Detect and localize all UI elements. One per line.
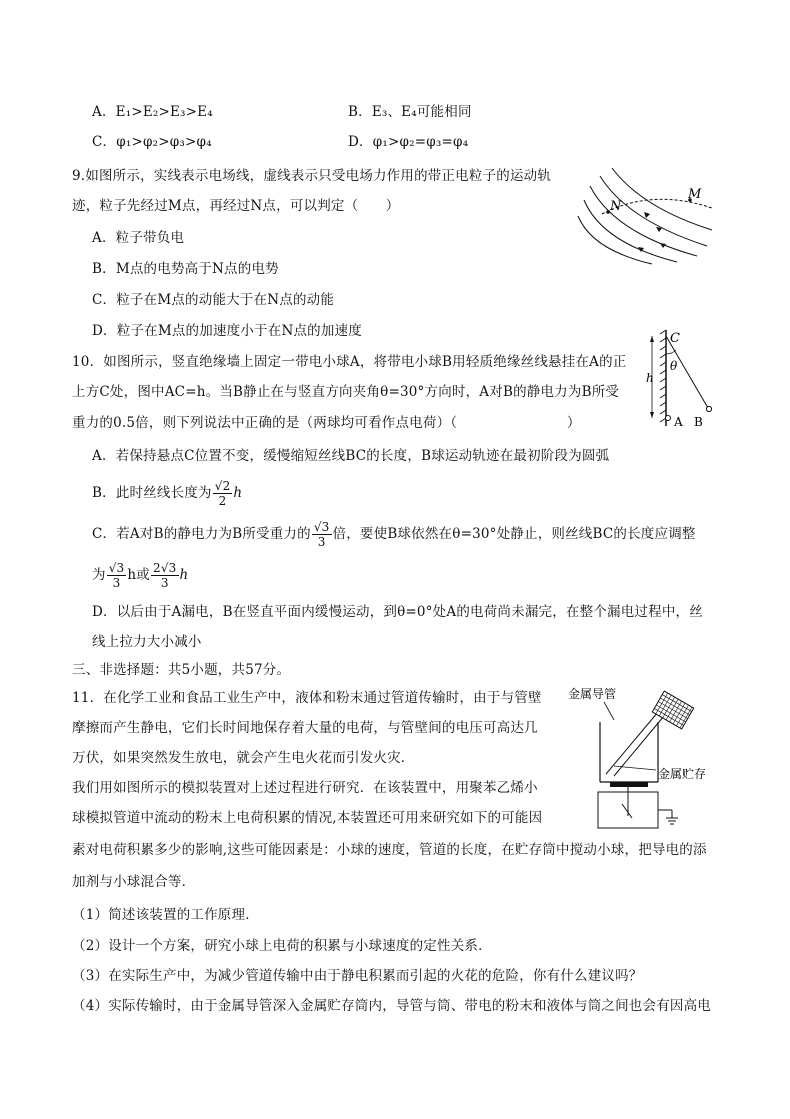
q10-option-c-line2 (92, 556, 188, 594)
q10-option-a: A．若保持悬点C位置不变，缓慢缩短丝线BC的长度，B球运动轨迹在最初阶段为圆弧 (92, 448, 610, 464)
q11-subquestion-3: （3）在实际生产中，为减少管道传输中由于静电积累而引起的火花的危险，你有什么建议吗？ (72, 968, 643, 984)
q10-option-b-numerator: √2 (214, 479, 231, 493)
q11-para-line2: 摩擦而产生静电，它们长时间地保存着大量的电荷，与管壁间的电压可高达几 (72, 720, 538, 736)
q11-subquestion-2: （2）设计一个方案，研究小球上电荷的积累与小球速度的定性关系． (72, 938, 492, 954)
q9-label-m: M (688, 187, 702, 202)
q11-para-line7: 加剂与小球混合等． (72, 874, 196, 890)
q9-option-b: B．M点的电势高于N点的电势 (92, 261, 279, 277)
q10-stem-line2: 上方C处，图中AC=h。当B静止在与竖直方向夹角θ=30°方向时，A对B的静电力为B所受 (72, 384, 620, 400)
q10-option-c2-numerator2: 2√3 (153, 561, 177, 575)
section-3-heading: 三、非选择题：共5小题，共57分。 (72, 662, 291, 678)
q10-option-d-line1: D．以后由于A漏电，B在竖直平面内缓慢运动，到θ=0°处A的电荷尚未漏完，在整个漏电过程中，丝 (92, 604, 703, 620)
q10-option-c2-text: 为 (92, 567, 106, 583)
q10-label-theta: θ (670, 359, 678, 373)
q10-option-d-line2: 线上拉力大小减小 (92, 634, 202, 650)
q10-option-c2-fraction2 (151, 561, 179, 590)
q10-stem-line3: 重力的0.5倍，则下列说法中正确的是（两球均可看作点电荷）（ ） (72, 415, 581, 431)
q11-label-tank: 金属贮存 (658, 767, 707, 781)
q9-stem-line1: 9.如图所示，实线表示电场线，虚线表示只受电场力作用的带正电粒子的运动轨 (72, 168, 552, 184)
q10-label-a: A (674, 415, 683, 429)
q9-option-a: A．粒子带负电 (92, 230, 185, 246)
q9-stem-line2: 迹，粒子先经过M点，再经过N点，可以判定（ ） (72, 198, 400, 214)
q8-option-a: A．E₁>E₂>E₃>E₄ (92, 104, 213, 120)
q9-label-n: N (610, 199, 622, 214)
q10-option-c2-variable: h (179, 567, 189, 583)
q10-label-b: B (694, 415, 703, 429)
q10-wall-figure (642, 330, 722, 440)
q10-option-c-denominator: 3 (317, 535, 326, 549)
q10-option-c-text-after: 倍，要使B球依然在θ=30°处静止，则丝线BC的长度应调整 (332, 526, 696, 542)
q10-option-c2-numerator1: √3 (108, 561, 125, 575)
q11-para-line3: 万伏，如果突然发生放电，就会产生电火花而引发火灾． (72, 750, 415, 766)
q9-field-lines-figure (572, 158, 722, 258)
q10-option-c-fraction (312, 520, 332, 549)
q11-para-line5: 球模拟管道中流动的粉末上电荷积累的情况,本装置还可用来研究如下的可能因 (72, 810, 543, 826)
q10-option-c2-fraction1 (107, 561, 127, 590)
q11-label-pipe: 金属导管 (568, 687, 617, 701)
q11-subquestion-4: （4）实际传输时，由于金属导管深入金属贮存筒内，导管与筒、带电的粉末和液体与筒之间也会有因高电 (72, 998, 711, 1014)
q10-label-h: h (646, 371, 654, 385)
q10-option-b (92, 474, 242, 512)
q10-label-c: C (670, 331, 680, 346)
q11-para-line4: 我们用如图所示的模拟装置对上述过程进行研究．在该装置中，用聚苯乙烯小 (72, 780, 538, 796)
q8-option-c: C．φ₁>φ₂>φ₃>φ₄ (92, 134, 212, 150)
q11-subquestion-1: （1）简述该装置的工作原理． (72, 907, 259, 923)
q10-option-c2-denominator1: 3 (112, 576, 121, 590)
q11-para-line1: 11．在化学工业和食品工业生产中，液体和粉末通过管道传输时，由于与管壁 (72, 690, 542, 706)
q9-option-d: D．粒子在M点的加速度小于在N点的加速度 (92, 323, 362, 339)
q10-option-c (92, 515, 696, 553)
q10-option-c2-mid: h或 (127, 567, 150, 583)
q10-option-b-variable: h (233, 485, 243, 501)
q10-option-b-fraction (213, 479, 233, 508)
q10-option-b-denominator: 2 (218, 494, 227, 508)
q10-stem-line1: 10．如图所示，竖直绝缘墙上固定一带电小球A，将带电小球B用轻质绝缘丝线悬挂在A的正 (72, 354, 627, 370)
q8-option-d: D．φ₁>φ₂=φ₃=φ₄ (348, 134, 469, 150)
q11-para-line6: 素对电荷积累多少的影响,这些可能因素是：小球的速度，管道的长度，在贮存筒中搅动小球，把导电的添 (72, 842, 707, 858)
q8-option-b: B．E₃、E₄可能相同 (348, 104, 472, 120)
q9-option-c: C．粒子在M点的动能大于在N点的动能 (92, 292, 335, 308)
q11-apparatus-figure (566, 684, 716, 834)
q10-option-c2-denominator2: 3 (160, 576, 169, 590)
q10-option-c-text: C．若A对B的静电力为B所受重力的 (92, 526, 311, 542)
q10-option-b-text: B．此时丝线长度为 (92, 485, 212, 501)
q10-option-c-numerator: √3 (313, 520, 330, 534)
